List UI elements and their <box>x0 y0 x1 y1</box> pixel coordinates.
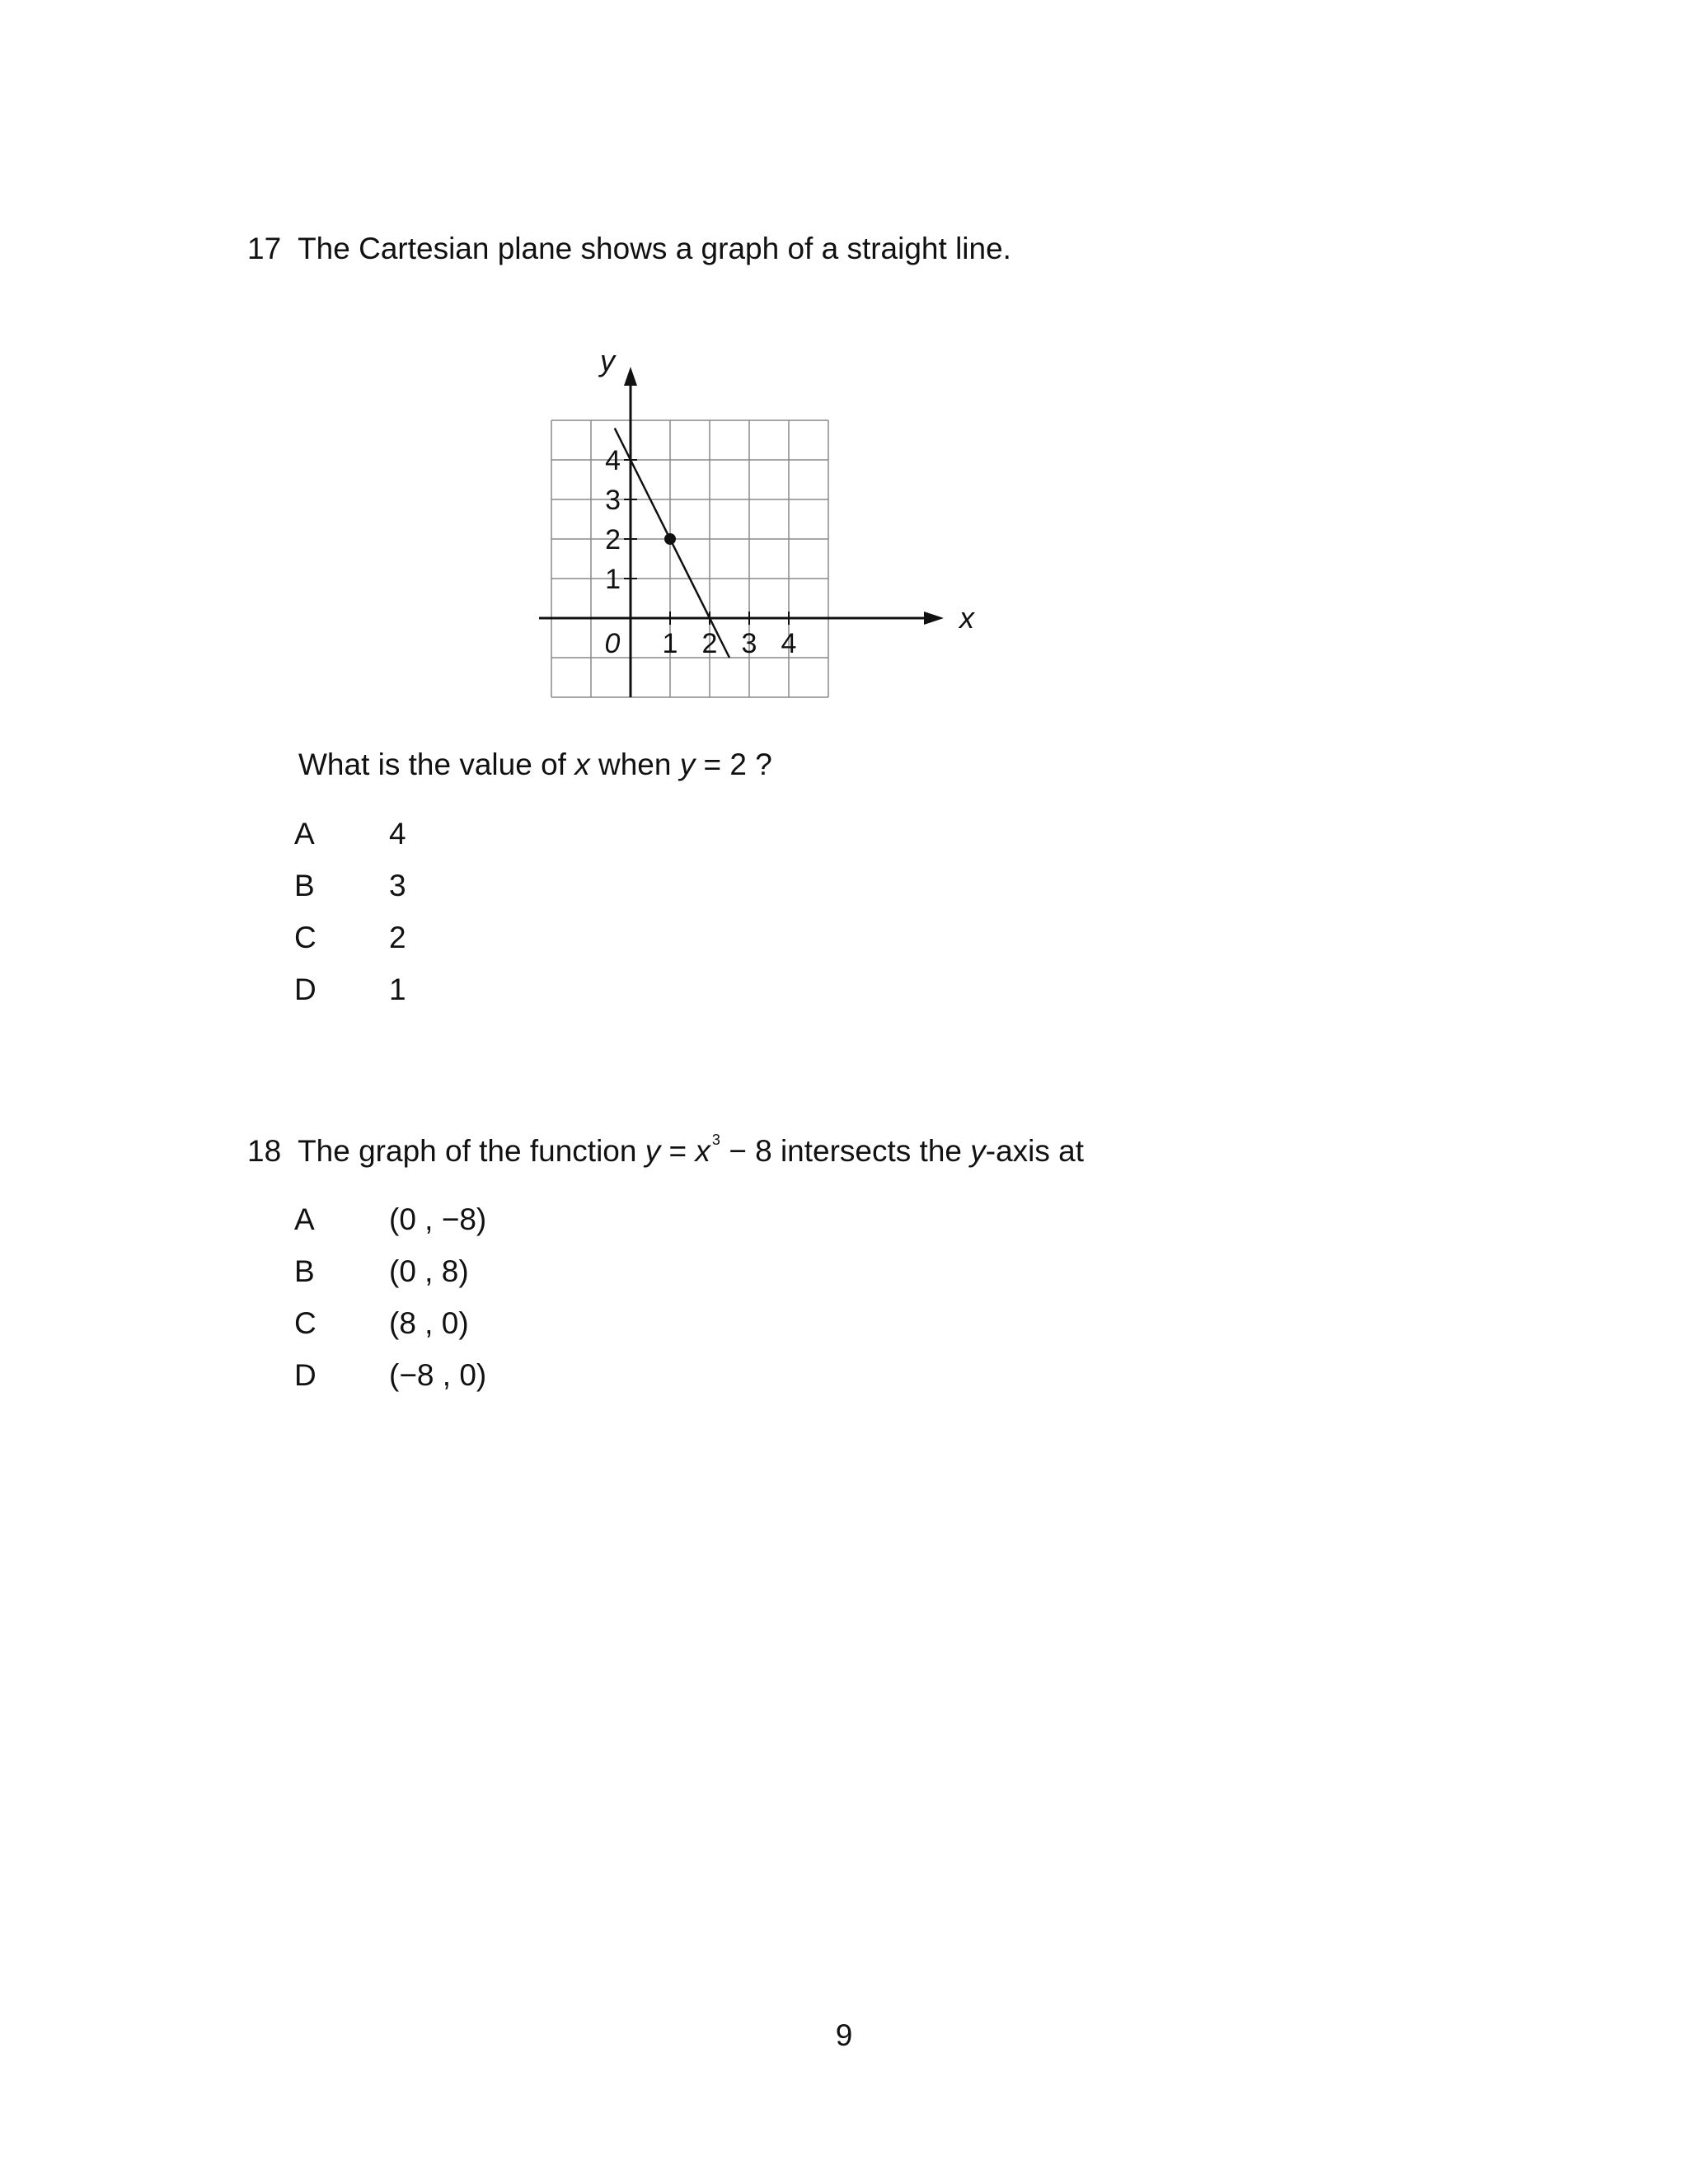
option-value: (8 , 0) <box>389 1306 469 1340</box>
option-value: (0 , 8) <box>389 1254 469 1288</box>
origin-label: 0 <box>604 628 621 659</box>
option-value: (−8 , 0) <box>389 1358 487 1392</box>
question-17-stem <box>247 231 1011 267</box>
option-letter: C <box>294 1306 316 1340</box>
y-tick-label: 1 <box>605 564 621 595</box>
option-letter: B <box>294 869 315 902</box>
option-letter: A <box>294 1202 315 1236</box>
x-axis-arrow <box>924 612 944 625</box>
y-tick-label: 4 <box>605 445 621 476</box>
option-value: (0 , −8) <box>389 1202 487 1236</box>
x-tick-label: 1 <box>662 628 678 659</box>
x-tick-label: 4 <box>781 628 797 659</box>
marked-point <box>664 533 676 545</box>
question-17-text: The Cartesian plane shows a graph of a straight line. <box>298 232 1011 265</box>
option-letter: A <box>294 817 315 851</box>
x-tick-label: 2 <box>701 628 718 659</box>
cartesian-plane-graph <box>511 334 973 713</box>
question-17-prompt: What is the value of x when y = 2 ? <box>298 748 772 781</box>
option-letter: B <box>294 1254 315 1288</box>
exponent: 3 <box>711 1132 720 1148</box>
x-tick-label: 3 <box>741 628 757 659</box>
option-letter: C <box>294 921 316 954</box>
option-value: 2 <box>389 921 406 954</box>
option-letter: D <box>294 972 316 1006</box>
y-tick-label: 2 <box>605 524 621 555</box>
y-axis-arrow <box>624 367 637 386</box>
option-value: 1 <box>389 972 406 1006</box>
y-tick-label: 3 <box>605 485 621 516</box>
question-18-number: 18 <box>247 1134 282 1168</box>
option-value: 3 <box>389 869 406 902</box>
y-axis-label: y <box>600 344 615 377</box>
option-value: 4 <box>389 817 406 851</box>
x-axis-label: x <box>959 601 974 635</box>
question-17-number: 17 <box>247 232 282 265</box>
page-number: 9 <box>835 2018 853 2052</box>
question-18-stem: 18 The graph of the function y = x $^3$ − 8 intersects the y-axis at <box>247 1132 1085 1168</box>
option-letter: D <box>294 1358 316 1392</box>
